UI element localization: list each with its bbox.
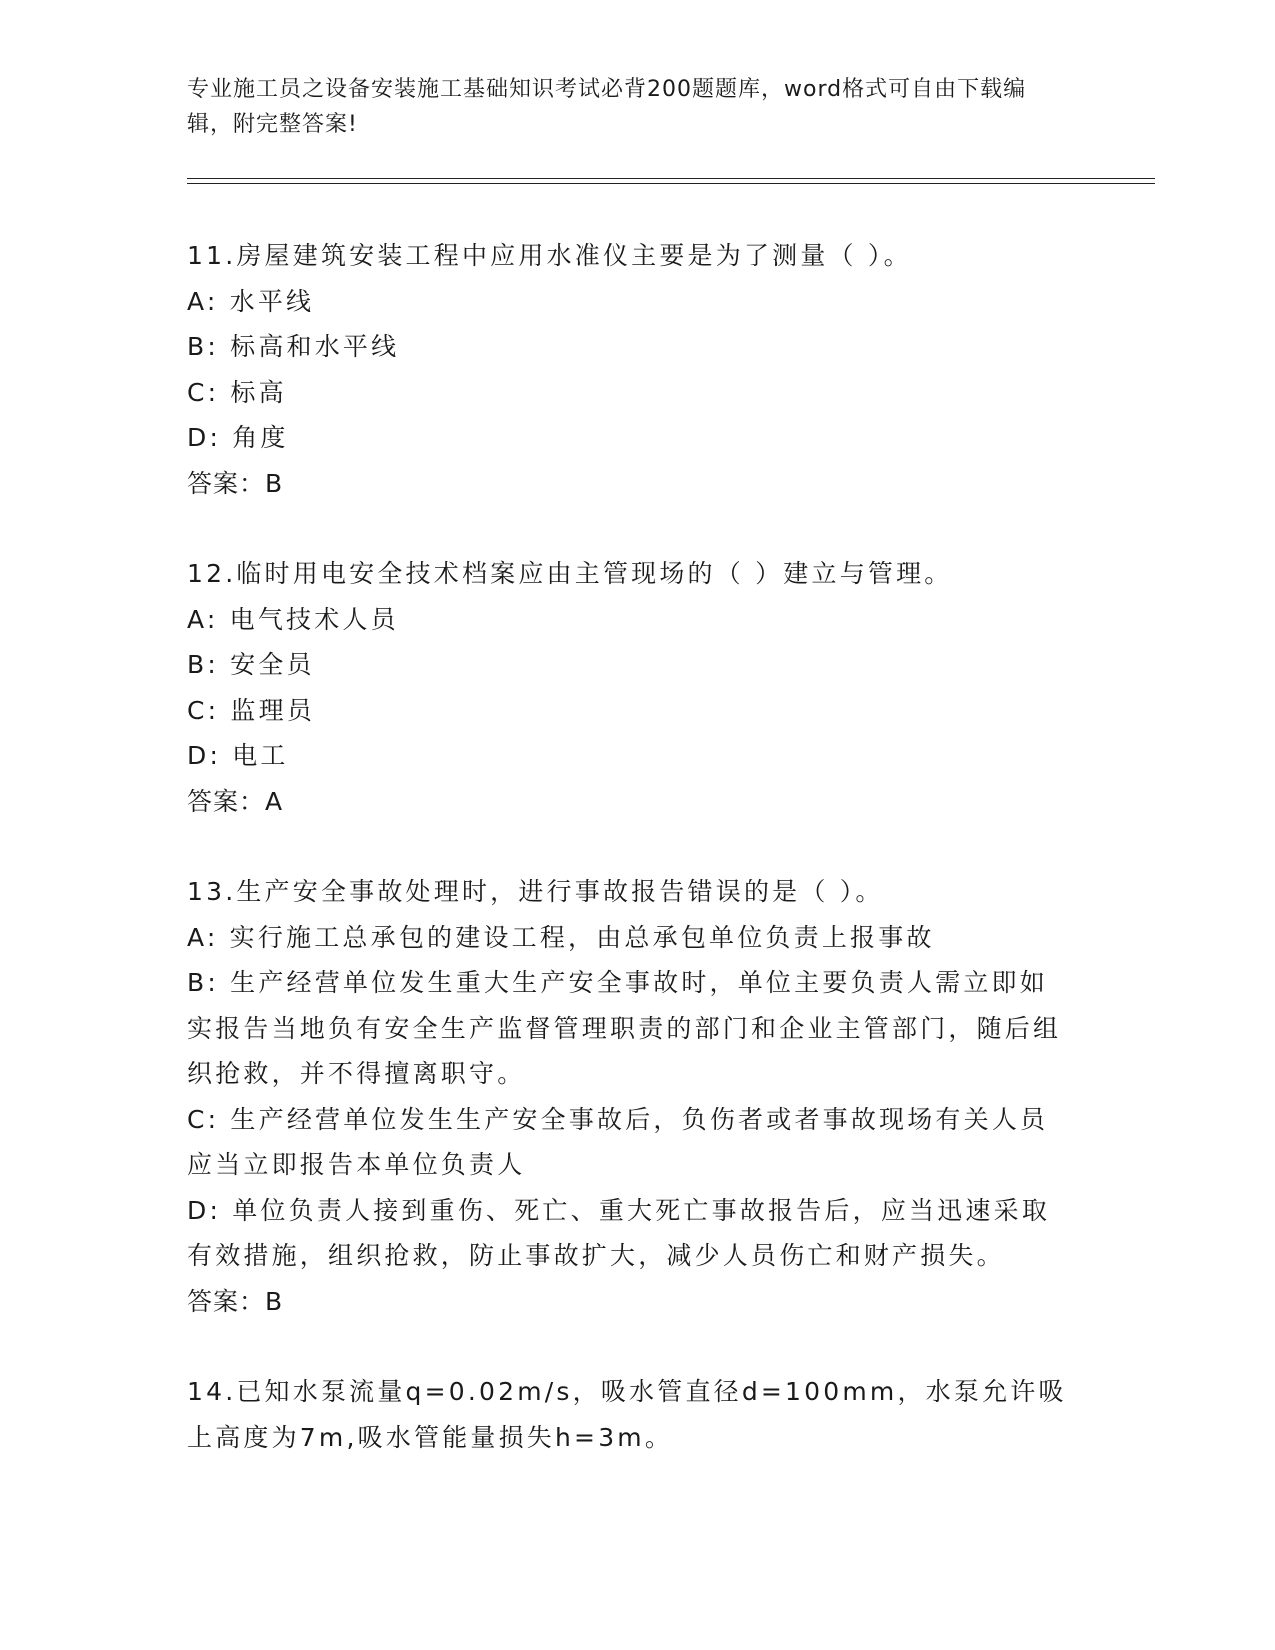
option-b: B: 安全员 (187, 650, 315, 679)
option-c: C: 标高 (187, 377, 287, 407)
header-line-1: 专业施工员之设备安装施工基础知识考试必背200题题库，word格式可自由下载 (187, 77, 1004, 102)
header-line-2: 编辑，附完整答案! (187, 77, 1027, 137)
header-text (187, 72, 1067, 142)
answer: 答案：A (187, 786, 284, 816)
document-header (187, 72, 1147, 142)
option-b: B: 生产经营单位发生重大生产安全事故时，单位主要负责人需立即如实报告当地负有安全生产监督管理职责的部门和企业主管部门，随后组织抢救，并不得擅离职守。 (187, 968, 1062, 1088)
option-b: B: 标高和水平线 (187, 332, 400, 361)
question-14 (187, 1369, 1087, 1460)
answer: 答案：B (187, 468, 284, 498)
option-d: D: 单位负责人接到重伤、死亡、重大死亡事故报告后，应当迅速采取有效措施，组织抢救，防止事故扩大，减少人员伤亡和财产损失。 (187, 1195, 1051, 1270)
question-stem: 11.房屋建筑安装工程中应用水准仪主要是为了测量（ ）。 (187, 241, 912, 270)
option-c: C: 生产经营单位发生生产安全事故后，负伤者或者事故现场有关人员应当立即报告本单位负责人 (187, 1104, 1049, 1179)
option-c: C: 监理员 (187, 695, 316, 725)
question-12 (187, 551, 1087, 824)
option-d: D: 电工 (187, 741, 289, 770)
question-list (187, 233, 1087, 1505)
option-a: A: 电气技术人员 (187, 604, 399, 634)
header-divider-top (187, 178, 1155, 179)
question-stem: 14.已知水泵流量q=0.02m/s，吸水管直径d=100mm，水泵允许吸上高度为7m,吸水管能量损失h=3m。 (187, 1377, 1067, 1452)
header-divider-bottom (187, 183, 1155, 184)
question-stem: 12.临时用电安全技术档案应由主管现场的（ ）建立与管理。 (187, 559, 953, 588)
option-a: A: 水平线 (187, 286, 315, 316)
question-stem: 13.生产安全事故处理时，进行事故报告错误的是（ ）。 (187, 877, 884, 906)
question-13 (187, 869, 1087, 1324)
question-11 (187, 233, 1087, 506)
option-a: A: 实行施工总承包的建设工程，由总承包单位负责上报事故 (187, 922, 935, 952)
option-d: D: 角度 (187, 423, 289, 452)
answer: 答案：B (187, 1286, 284, 1316)
